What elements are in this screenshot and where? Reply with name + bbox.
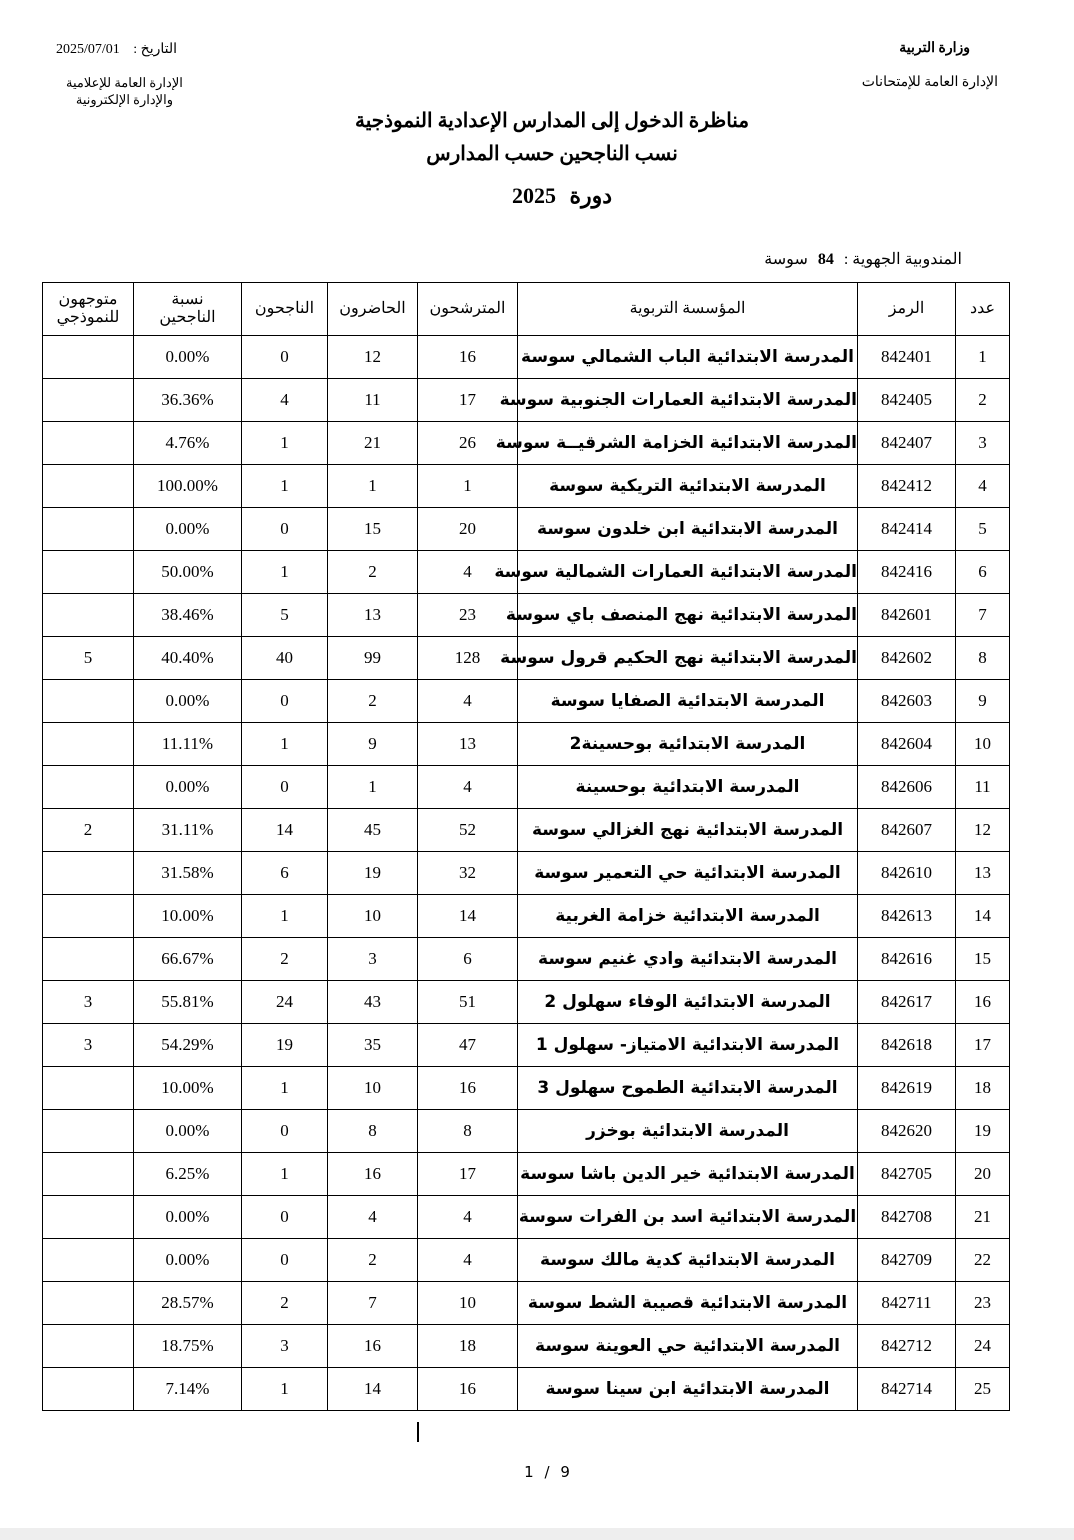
session-year: 2025 <box>511 183 556 208</box>
table-row <box>43 465 1010 508</box>
table-row <box>43 1196 1010 1239</box>
candidates-count: 16 <box>418 1368 518 1411</box>
pass-rate: 100.00% <box>134 465 242 508</box>
header-pass-rate-line2: الناجحين <box>159 309 216 326</box>
candidates-count: 20 <box>418 508 518 551</box>
present-count: 1 <box>328 465 418 508</box>
present-count: 8 <box>328 1110 418 1153</box>
oriented-count <box>43 1196 134 1239</box>
candidates-count: 10 <box>418 1282 518 1325</box>
present-count: 13 <box>328 594 418 637</box>
school-name: المدرسة الابتدائية ابن سينا سوسة <box>518 1368 858 1411</box>
region-code: 84 <box>817 251 834 268</box>
header-oriented <box>43 283 134 336</box>
candidates-count: 4 <box>418 1196 518 1239</box>
candidates-count: 16 <box>418 336 518 379</box>
school-name: المدرسة الابتدائية الصفايا سوسة <box>518 680 858 723</box>
school-code: 842416 <box>858 551 956 594</box>
passed-count: 1 <box>242 1067 328 1110</box>
school-name: المدرسة الابتدائية حي التعمير سوسة <box>518 852 858 895</box>
school-code: 842401 <box>858 336 956 379</box>
session-heading <box>0 183 1074 209</box>
table-row <box>43 551 1010 594</box>
school-code: 842407 <box>858 422 956 465</box>
document-date <box>56 41 177 58</box>
row-index: 8 <box>956 637 1010 680</box>
school-code: 842604 <box>858 723 956 766</box>
present-count: 45 <box>328 809 418 852</box>
pass-rate: 66.67% <box>134 938 242 981</box>
row-index: 18 <box>956 1067 1010 1110</box>
header-candidates: المترشحون <box>418 283 518 336</box>
present-count: 2 <box>328 551 418 594</box>
school-code: 842711 <box>858 1282 956 1325</box>
school-name: المدرسة الابتدائية اسد بن الفرات سوسة <box>518 1196 858 1239</box>
row-index: 15 <box>956 938 1010 981</box>
school-code: 842603 <box>858 680 956 723</box>
school-name: المدرسة الابتدائية ابن خلدون سوسة <box>518 508 858 551</box>
row-index: 14 <box>956 895 1010 938</box>
candidates-count: 18 <box>418 1325 518 1368</box>
table-row <box>43 1067 1010 1110</box>
results-table <box>42 282 1010 1411</box>
row-index: 19 <box>956 1110 1010 1153</box>
ministry-name: وزارة التربية <box>899 41 970 56</box>
row-index: 2 <box>956 379 1010 422</box>
row-index: 16 <box>956 981 1010 1024</box>
candidates-count: 26 <box>418 422 518 465</box>
school-code: 842705 <box>858 1153 956 1196</box>
media-department <box>66 74 183 108</box>
table-row <box>43 981 1010 1024</box>
oriented-count: 2 <box>43 809 134 852</box>
pass-rate: 4.76% <box>134 422 242 465</box>
school-code: 842618 <box>858 1024 956 1067</box>
media-department-line2: والإدارة الإلكترونية <box>75 92 173 107</box>
candidates-count: 4 <box>418 1239 518 1282</box>
school-name: المدرسة الابتدائية الباب الشمالي سوسة <box>518 336 858 379</box>
school-code: 842601 <box>858 594 956 637</box>
page-total: 9 <box>560 1463 570 1481</box>
pass-rate: 11.11% <box>134 723 242 766</box>
header-idx: عدد <box>956 283 1010 336</box>
oriented-count <box>43 508 134 551</box>
present-count: 21 <box>328 422 418 465</box>
school-code: 842616 <box>858 938 956 981</box>
school-name: المدرسة الابتدائية قصيبة الشط سوسة <box>518 1282 858 1325</box>
bottom-band <box>0 1528 1074 1540</box>
passed-count: 1 <box>242 723 328 766</box>
school-name: المدرسة الابتدائية الطموح سهلول 3 <box>518 1067 858 1110</box>
oriented-count <box>43 852 134 895</box>
present-count: 2 <box>328 1239 418 1282</box>
table-row <box>43 1153 1010 1196</box>
passed-count: 3 <box>242 1325 328 1368</box>
header-code: الرمز <box>858 283 956 336</box>
pass-rate: 0.00% <box>134 508 242 551</box>
passed-count: 0 <box>242 1110 328 1153</box>
present-count: 10 <box>328 1067 418 1110</box>
pass-rate: 0.00% <box>134 1110 242 1153</box>
session-label: دورة <box>569 183 613 208</box>
media-department-line1: الإدارة العامة للإعلامية <box>66 75 183 90</box>
header-passed: الناجحون <box>242 283 328 336</box>
page-title: مناظرة الدخول إلى المدارس الإعدادية النموذجية <box>354 110 750 132</box>
school-name: المدرسة الابتدائية بوخزر <box>518 1110 858 1153</box>
pass-rate: 0.00% <box>134 766 242 809</box>
candidates-count: 51 <box>418 981 518 1024</box>
school-name: المدرسة الابتدائية نهج الغزالي سوسة <box>518 809 858 852</box>
candidates-count: 17 <box>418 1153 518 1196</box>
candidates-count: 23 <box>418 594 518 637</box>
oriented-count <box>43 680 134 723</box>
oriented-count <box>43 895 134 938</box>
page-current: 1 <box>524 1463 534 1481</box>
table-row <box>43 1024 1010 1067</box>
pass-rate: 7.14% <box>134 1368 242 1411</box>
oriented-count <box>43 766 134 809</box>
table-row <box>43 1325 1010 1368</box>
pass-rate: 28.57% <box>134 1282 242 1325</box>
candidates-count: 4 <box>418 766 518 809</box>
present-count: 35 <box>328 1024 418 1067</box>
school-name: المدرسة الابتدائية نهج المنصف باي سوسة <box>518 594 858 637</box>
school-name: المدرسة الابتدائية العمارات الجنوبية سوسة <box>518 379 858 422</box>
school-code: 842708 <box>858 1196 956 1239</box>
pass-rate: 6.25% <box>134 1153 242 1196</box>
pass-rate: 40.40% <box>134 637 242 680</box>
table-row <box>43 594 1010 637</box>
present-count: 7 <box>328 1282 418 1325</box>
oriented-count <box>43 1239 134 1282</box>
present-count: 19 <box>328 852 418 895</box>
candidates-count: 13 <box>418 723 518 766</box>
candidates-count: 6 <box>418 938 518 981</box>
school-name: المدرسة الابتدائية كدية مالك سوسة <box>518 1239 858 1282</box>
table-row <box>43 766 1010 809</box>
passed-count: 1 <box>242 422 328 465</box>
present-count: 1 <box>328 766 418 809</box>
school-code: 842405 <box>858 379 956 422</box>
passed-count: 19 <box>242 1024 328 1067</box>
oriented-count <box>43 1067 134 1110</box>
candidates-count: 8 <box>418 1110 518 1153</box>
row-index: 7 <box>956 594 1010 637</box>
pass-rate: 0.00% <box>134 680 242 723</box>
school-code: 842607 <box>858 809 956 852</box>
table-body <box>43 336 1010 1411</box>
school-name: المدرسة الابتدائية خزامة الغربية <box>518 895 858 938</box>
passed-count: 1 <box>242 1153 328 1196</box>
present-count: 43 <box>328 981 418 1024</box>
row-index: 20 <box>956 1153 1010 1196</box>
school-name: المدرسة الابتدائية الوفاء سهلول 2 <box>518 981 858 1024</box>
oriented-count <box>43 594 134 637</box>
row-index: 9 <box>956 680 1010 723</box>
school-code: 842414 <box>858 508 956 551</box>
oriented-count <box>43 1110 134 1153</box>
passed-count: 1 <box>242 1368 328 1411</box>
row-index: 10 <box>956 723 1010 766</box>
exam-department: الإدارة العامة للإمتحانات <box>861 75 998 90</box>
school-code: 842610 <box>858 852 956 895</box>
school-code: 842606 <box>858 766 956 809</box>
table-row <box>43 637 1010 680</box>
passed-count: 14 <box>242 809 328 852</box>
header-pass-rate-line1: نسبة <box>171 291 204 308</box>
table-row <box>43 1110 1010 1153</box>
school-code: 842617 <box>858 981 956 1024</box>
table-row <box>43 895 1010 938</box>
region-label: المندوبية الجهوية : <box>843 251 962 268</box>
school-code: 842602 <box>858 637 956 680</box>
school-name: المدرسة الابتدائية وادي غنيم سوسة <box>518 938 858 981</box>
oriented-count: 3 <box>43 1024 134 1067</box>
row-index: 22 <box>956 1239 1010 1282</box>
candidates-count: 32 <box>418 852 518 895</box>
regional-office <box>764 249 962 269</box>
present-count: 16 <box>328 1325 418 1368</box>
school-name: المدرسة الابتدائية حي العوينة سوسة <box>518 1325 858 1368</box>
school-code: 842620 <box>858 1110 956 1153</box>
table-bottom-divider <box>417 1422 419 1442</box>
pass-rate: 10.00% <box>134 895 242 938</box>
oriented-count <box>43 465 134 508</box>
oriented-count <box>43 1153 134 1196</box>
oriented-count: 3 <box>43 981 134 1024</box>
school-name: المدرسة الابتدائية بوحسينة <box>518 766 858 809</box>
pass-rate: 38.46% <box>134 594 242 637</box>
present-count: 16 <box>328 1153 418 1196</box>
oriented-count <box>43 1325 134 1368</box>
school-name: المدرسة الابتدائية العمارات الشمالية سوسة <box>518 551 858 594</box>
table-row <box>43 938 1010 981</box>
present-count: 99 <box>328 637 418 680</box>
table-header-row <box>43 283 1010 336</box>
row-index: 13 <box>956 852 1010 895</box>
table-row <box>43 379 1010 422</box>
present-count: 15 <box>328 508 418 551</box>
table-row <box>43 1239 1010 1282</box>
table-row <box>43 422 1010 465</box>
table-row <box>43 723 1010 766</box>
passed-count: 2 <box>242 938 328 981</box>
pass-rate: 31.11% <box>134 809 242 852</box>
header-oriented-line1: متوجهون <box>58 291 118 308</box>
table-row <box>43 809 1010 852</box>
row-index: 4 <box>956 465 1010 508</box>
passed-count: 0 <box>242 508 328 551</box>
oriented-count <box>43 422 134 465</box>
school-name: المدرسة الابتدائية الخزامة الشرقيــة سوسة <box>518 422 858 465</box>
school-code: 842714 <box>858 1368 956 1411</box>
candidates-count: 1 <box>418 465 518 508</box>
date-value: 2025/07/01 <box>56 42 120 57</box>
present-count: 14 <box>328 1368 418 1411</box>
candidates-count: 4 <box>418 551 518 594</box>
oriented-count <box>43 1282 134 1325</box>
pass-rate: 54.29% <box>134 1024 242 1067</box>
table-row <box>43 336 1010 379</box>
header-present: الحاضرون <box>328 283 418 336</box>
table-row <box>43 680 1010 723</box>
oriented-count <box>43 723 134 766</box>
row-index: 6 <box>956 551 1010 594</box>
header-school: المؤسسة التربوية <box>518 283 858 336</box>
school-code: 842709 <box>858 1239 956 1282</box>
passed-count: 1 <box>242 551 328 594</box>
row-index: 23 <box>956 1282 1010 1325</box>
school-code: 842712 <box>858 1325 956 1368</box>
table-row <box>43 508 1010 551</box>
passed-count: 0 <box>242 1196 328 1239</box>
row-index: 24 <box>956 1325 1010 1368</box>
table-row <box>43 1282 1010 1325</box>
school-code: 842613 <box>858 895 956 938</box>
present-count: 4 <box>328 1196 418 1239</box>
present-count: 9 <box>328 723 418 766</box>
present-count: 2 <box>328 680 418 723</box>
row-index: 5 <box>956 508 1010 551</box>
row-index: 12 <box>956 809 1010 852</box>
row-index: 3 <box>956 422 1010 465</box>
oriented-count <box>43 379 134 422</box>
pass-rate: 31.58% <box>134 852 242 895</box>
pass-rate: 10.00% <box>134 1067 242 1110</box>
passed-count: 0 <box>242 336 328 379</box>
passed-count: 1 <box>242 465 328 508</box>
oriented-count <box>43 551 134 594</box>
present-count: 11 <box>328 379 418 422</box>
row-index: 11 <box>956 766 1010 809</box>
row-index: 17 <box>956 1024 1010 1067</box>
pass-rate: 36.36% <box>134 379 242 422</box>
present-count: 10 <box>328 895 418 938</box>
passed-count: 0 <box>242 680 328 723</box>
row-index: 1 <box>956 336 1010 379</box>
school-name: المدرسة الابتدائية التريكية سوسة <box>518 465 858 508</box>
candidates-count: 17 <box>418 379 518 422</box>
candidates-count: 47 <box>418 1024 518 1067</box>
oriented-count <box>43 336 134 379</box>
passed-count: 0 <box>242 1239 328 1282</box>
passed-count: 5 <box>242 594 328 637</box>
region-name: سوسة <box>764 251 808 268</box>
pass-rate: 55.81% <box>134 981 242 1024</box>
pass-rate: 0.00% <box>134 336 242 379</box>
page-separator: / <box>544 1463 550 1481</box>
school-code: 842412 <box>858 465 956 508</box>
table-row <box>43 852 1010 895</box>
candidates-count: 128 <box>418 637 518 680</box>
header-oriented-line2: للنموذجي <box>56 309 120 326</box>
page-number <box>0 1463 1074 1481</box>
passed-count: 24 <box>242 981 328 1024</box>
candidates-count: 52 <box>418 809 518 852</box>
candidates-count: 14 <box>418 895 518 938</box>
present-count: 12 <box>328 336 418 379</box>
passed-count: 2 <box>242 1282 328 1325</box>
candidates-count: 4 <box>418 680 518 723</box>
pass-rate: 18.75% <box>134 1325 242 1368</box>
oriented-count: 5 <box>43 637 134 680</box>
table-row <box>43 1368 1010 1411</box>
oriented-count <box>43 938 134 981</box>
passed-count: 40 <box>242 637 328 680</box>
pass-rate: 50.00% <box>134 551 242 594</box>
date-label: التاريخ : <box>133 42 178 57</box>
page-subtitle: نسب الناجحين حسب المدارس <box>426 143 678 165</box>
passed-count: 4 <box>242 379 328 422</box>
header-pass-rate <box>134 283 242 336</box>
passed-count: 1 <box>242 895 328 938</box>
candidates-count: 16 <box>418 1067 518 1110</box>
pass-rate: 0.00% <box>134 1239 242 1282</box>
school-name: المدرسة الابتدائية نهج الحكيم قرول سوسة <box>518 637 858 680</box>
oriented-count <box>43 1368 134 1411</box>
passed-count: 6 <box>242 852 328 895</box>
passed-count: 0 <box>242 766 328 809</box>
present-count: 3 <box>328 938 418 981</box>
school-code: 842619 <box>858 1067 956 1110</box>
school-name: المدرسة الابتدائية خير الدين باشا سوسة <box>518 1153 858 1196</box>
pass-rate: 0.00% <box>134 1196 242 1239</box>
row-index: 21 <box>956 1196 1010 1239</box>
school-name: المدرسة الابتدائية الامتياز- سهلول 1 <box>518 1024 858 1067</box>
school-name: المدرسة الابتدائية بوحسينة2 <box>518 723 858 766</box>
row-index: 25 <box>956 1368 1010 1411</box>
